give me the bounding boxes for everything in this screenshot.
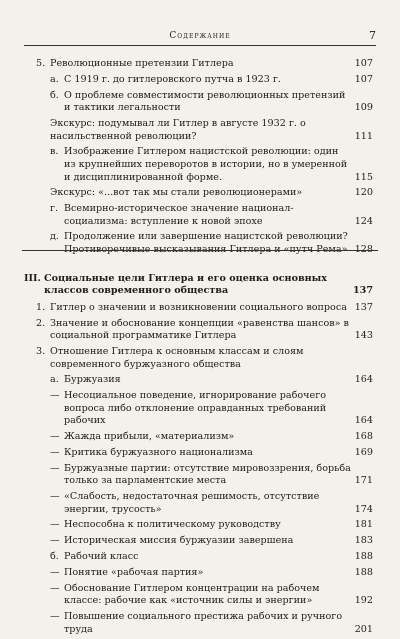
toc-entry xyxy=(0,302,400,315)
toc-entry-title: Отношение Гитлера к основным классам и слоям современного буржуазного общества xyxy=(50,345,304,370)
toc-entry-title: Неспособна к политическому руководству xyxy=(64,519,281,531)
toc-entry-title: Всемирно-историческое значение национал-социализма: вступление к новой эпохе xyxy=(64,203,294,227)
toc-entry-page: 169 xyxy=(354,446,373,458)
toc-entry-title: Социальные цели Гитлера и его оценка основных классов современного общества xyxy=(44,272,328,297)
toc-entry xyxy=(0,535,400,548)
toc-entry-page: 188 xyxy=(354,566,373,578)
toc-entry xyxy=(0,431,400,444)
toc-entry-title: О проблеме совместимости революционных претензий и тактики легальности xyxy=(64,89,346,114)
running-header xyxy=(24,30,376,46)
toc-entry-marker: а. xyxy=(50,73,59,85)
toc-entry-title: Понятие «рабочая партия» xyxy=(64,566,204,578)
toc-entry-marker: д. xyxy=(50,231,59,243)
toc-entry-marker: — xyxy=(50,566,60,578)
toc-entry-marker: — xyxy=(50,446,60,458)
toc-entry-title: Повышение социального престижа рабочих и ручного труда xyxy=(64,610,343,635)
toc-entry-marker: — xyxy=(50,610,60,622)
toc-entry-page: 174 xyxy=(354,503,373,515)
toc-entry-marker: — xyxy=(50,390,60,402)
toc-entry-page: 183 xyxy=(354,535,373,547)
toc-entry-title: Жажда прибыли, «материализм» xyxy=(64,431,235,443)
toc-entry xyxy=(0,611,400,636)
toc-entry xyxy=(0,273,400,298)
toc-entry xyxy=(0,374,400,387)
toc-entry-marker: 1. xyxy=(36,301,46,313)
running-title: Содержание xyxy=(169,31,231,41)
toc-entry-title: Буржуазия xyxy=(64,374,121,386)
toc-entry-title: Революционные претензии Гитлера xyxy=(50,58,234,69)
toc-entry-marker: г. xyxy=(50,203,59,215)
toc-entry-page: 192 xyxy=(354,595,373,607)
toc-entry-title: Историческая миссия буржуазии завершена xyxy=(64,535,294,547)
toc-entry xyxy=(0,346,400,371)
toc-entry-page: 164 xyxy=(354,374,373,386)
toc-entry-marker: а. xyxy=(50,374,59,386)
toc-entry-marker: III. xyxy=(24,272,41,284)
toc-entry xyxy=(0,118,400,143)
toc-entry xyxy=(0,203,400,228)
toc-entry xyxy=(0,463,400,488)
toc-entry xyxy=(0,231,400,256)
toc-entry-page: 109 xyxy=(354,102,373,114)
toc-entry-marker: 5. xyxy=(36,58,46,69)
header-rule xyxy=(24,45,376,46)
toc-entry-page: 171 xyxy=(354,475,373,487)
toc-entry-title: Продолжение или завершение нацистской революции? Противоречивые высказывания Гитлера и «путч Рема» xyxy=(64,231,348,256)
toc-entry-page: 143 xyxy=(354,330,373,342)
toc-entry-page: 111 xyxy=(354,130,373,142)
toc-entry-title: Несоциальное поведение, игнорирование рабочего вопроса либо отклонение оправданных требований рабочих xyxy=(64,390,327,427)
toc-entry-page: 188 xyxy=(354,550,373,562)
toc-entry xyxy=(0,491,400,516)
toc-entry xyxy=(0,74,400,87)
toc-entry-title: «Слабость, недостаточная решимость, отсутствие энергии, трусость» xyxy=(64,491,320,515)
toc-entry-page: 107 xyxy=(354,58,373,69)
toc-entry-marker: — xyxy=(50,535,60,547)
toc-entry-page: 201 xyxy=(354,623,373,635)
toc-entry-marker: 3. xyxy=(36,345,46,357)
toc-entry-page: 107 xyxy=(354,73,373,85)
toc-entry xyxy=(0,318,400,343)
toc-entry-title: Буржуазные партии: отсутствие мировоззрения, борьба только за парламентские места xyxy=(64,462,351,487)
toc-entry-page: 128 xyxy=(354,244,373,256)
toc-entry-marker: — xyxy=(50,582,60,594)
toc-entry-page: 115 xyxy=(354,171,373,183)
toc-entry-title: Обоснование Гитлером концентрации на рабочем классе: рабочие как «источник силы и энергии» xyxy=(64,582,320,607)
section-divider xyxy=(22,250,378,251)
toc-entry-marker: 2. xyxy=(36,317,46,329)
toc-entry xyxy=(0,551,400,564)
toc-entry-page: 181 xyxy=(354,519,373,531)
toc-entry-title: Критика буржуазного национализма xyxy=(64,446,253,458)
toc-entry-marker: б. xyxy=(50,89,59,101)
toc-entry-marker: б. xyxy=(50,550,59,562)
toc-entry-marker: — xyxy=(50,519,60,531)
toc-entry-marker: — xyxy=(50,431,60,443)
toc-entry xyxy=(0,187,400,200)
toc-entry-page: 168 xyxy=(354,431,373,443)
toc-entry-title: Рабочий класс xyxy=(64,550,139,562)
page-number: 7 xyxy=(369,29,376,42)
toc-entry-page: 164 xyxy=(354,415,373,427)
toc-entry xyxy=(0,567,400,580)
toc-entry xyxy=(0,390,400,428)
toc-entry-title: Изображение Гитлером нацистской революции: один из крупнейших переворотов в истории, но в умеренной и дисциплинированной форме. xyxy=(64,146,348,183)
toc-entry xyxy=(0,58,400,71)
toc-entry-marker: — xyxy=(50,491,60,503)
toc-entry-marker: — xyxy=(50,462,60,474)
toc-entry xyxy=(0,519,400,532)
toc-entry xyxy=(0,146,400,184)
toc-entry-title: Экскурс: «...вот так мы стали революционерами» xyxy=(50,187,303,199)
toc-entry-title: С 1919 г. до гитлеровского путча в 1923 г. xyxy=(64,73,281,85)
toc-entry-page: 124 xyxy=(354,215,373,227)
toc-entry-marker: в. xyxy=(50,146,59,158)
toc-entry-page: 137 xyxy=(352,285,373,297)
toc-entry-title: Гитлер о значении и возникновении социального вопроса xyxy=(50,301,347,313)
toc-entry xyxy=(0,447,400,460)
toc-entry-page: 137 xyxy=(354,301,373,313)
table-of-contents xyxy=(0,58,400,639)
toc-entry-title: Значение и обоснование концепции «равенства шансов» в социальной программатике Гитлера xyxy=(50,317,349,342)
toc-entry xyxy=(0,90,400,115)
toc-entry-title: Экскурс: подумывал ли Гитлер в августе 1932 г. о насильственной революции? xyxy=(50,117,306,142)
toc-entry-page: 120 xyxy=(354,187,373,199)
toc-entry xyxy=(0,583,400,608)
